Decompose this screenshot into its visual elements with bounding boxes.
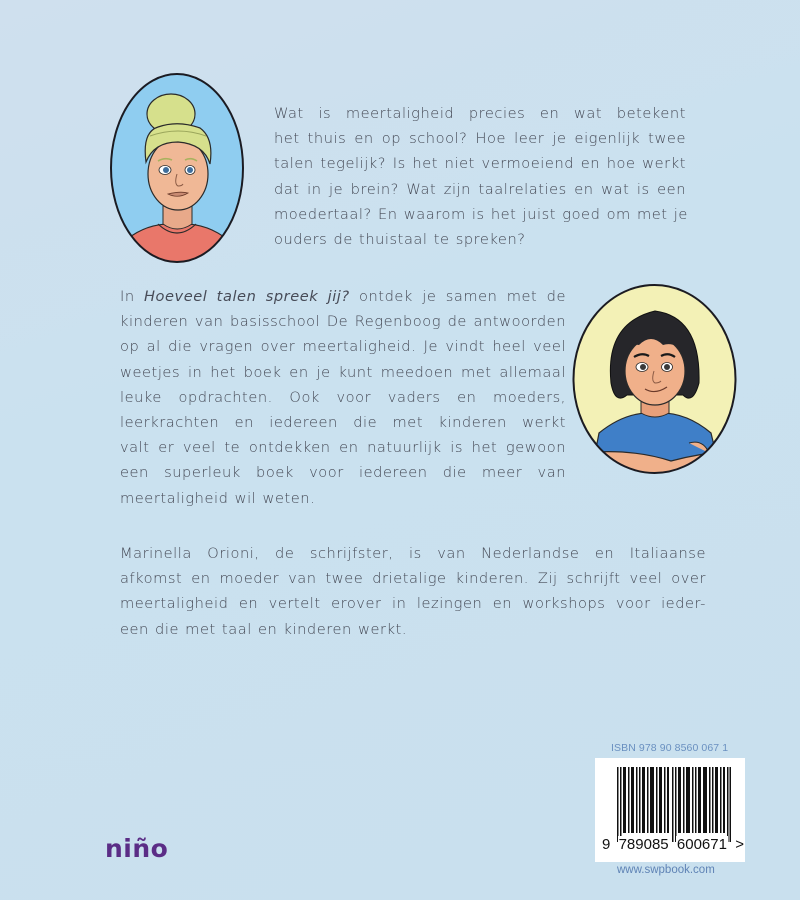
text-line: talen tegelijk? Is het niet vermoeiend en hoe werkt <box>274 155 686 173</box>
text-line: Wat is meertaligheid precies en wat betekent <box>274 105 686 122</box>
girl-portrait-illustration <box>108 72 246 264</box>
barcode-bars-icon <box>617 767 731 842</box>
barcode <box>595 758 745 862</box>
text-line: dat in je brein? Wat zijn taalrelaties en wat is een <box>274 180 686 198</box>
text-line: meertaligheid en vertelt erover in lezingen en workshops voor ieder- <box>120 595 706 613</box>
text-line: moedertaal? En waarom is het juist goed om met je <box>274 205 688 223</box>
text-line: een superleuk boek voor iedereen die meer van <box>120 464 566 482</box>
boy-portrait-illustration <box>571 283 738 475</box>
text-line: kinderen van basisschool De Regenboog de antwoorden <box>120 313 566 331</box>
intro-paragraph <box>274 101 686 252</box>
publisher-logo: niño <box>105 834 169 863</box>
text-line: Marinella Orioni, de schrijfster, is van Nederlandse en Italiaanse <box>120 545 706 562</box>
publisher-url-link[interactable]: www.swpbook.com <box>617 864 715 876</box>
author-paragraph <box>120 541 706 642</box>
text-line: leuke opdrachten. Ook voor vaders en moeders, <box>120 388 566 406</box>
text-line: ouders de thuistaal te spreken? <box>274 231 526 249</box>
text-line: leerkrachten en iedereen die met kinderen werkt <box>120 414 566 432</box>
text-line: valt er veel te ontdekken en natuurlijk is het gewoon <box>120 439 566 457</box>
text-line: afkomst en moeder van twee drietalige kinderen. Zij schrijft veel over <box>120 570 706 588</box>
text-line: op al die vragen over meertaligheid. Je vindt heel veel <box>120 338 566 356</box>
text-line: meertaligheid wil weten. <box>120 489 316 507</box>
isbn-label: ISBN 978 90 8560 067 1 <box>611 742 729 754</box>
text-line: weetjes in het boek en je kunt meedoen met allemaal <box>120 363 566 381</box>
barcode-digits: 9 789085 600671 > <box>602 836 744 853</box>
text-line: het thuis en op school? Hoe leer je eigenlijk twee <box>274 130 686 148</box>
text-line: In Hoeveel talen spreek jij? ontdek je samen met de <box>120 288 566 305</box>
text-line: een die met taal en kinderen werkt. <box>120 620 408 638</box>
book-title: Hoeveel talen spreek jij? <box>143 288 350 305</box>
description-paragraph <box>120 284 566 511</box>
